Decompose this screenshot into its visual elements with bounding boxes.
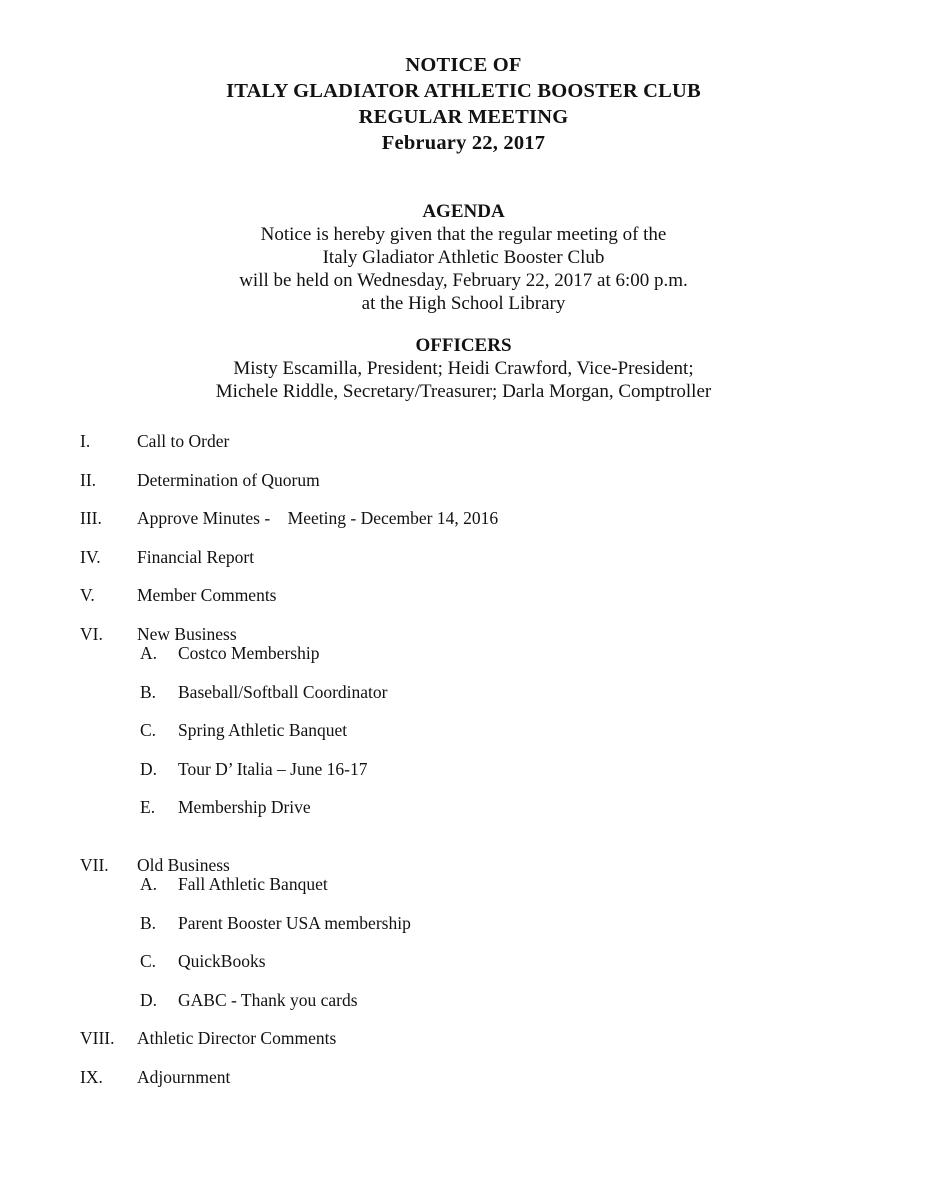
item-numeral: II.	[80, 469, 97, 490]
subitem-letter: B.	[140, 912, 157, 933]
subitem-letter: C.	[140, 720, 157, 740]
subitem-letter: D.	[140, 989, 158, 1010]
subitem-label: Tour D’ Italia – June 16-17	[178, 758, 368, 779]
agenda-intro-line-1: Notice is hereby given that the regular meeting of the	[260, 224, 667, 245]
item-numeral: VIII.	[80, 1028, 115, 1048]
item-numeral: VII.	[80, 854, 109, 875]
officers-block	[0, 334, 927, 403]
agenda-item-quorum	[80, 471, 867, 491]
notice-of-line: NOTICE OF	[405, 54, 522, 76]
club-name-line: ITALY GLADIATOR ATHLETIC BOOSTER CLUB	[226, 80, 701, 102]
item-label: Athletic Director Comments	[137, 1028, 337, 1048]
agenda-item-old-business	[80, 856, 867, 1011]
document-title-block	[0, 0, 927, 156]
subitem-letter: E.	[140, 797, 156, 817]
officers-line-1: Misty Escamilla, President; Heidi Crawford, Vice-President;	[233, 358, 694, 379]
agenda-subitem-gabc-thank-you	[140, 991, 867, 1011]
item-numeral: V.	[80, 585, 95, 605]
item-numeral: IV.	[80, 546, 101, 567]
subitem-label: Fall Athletic Banquet	[178, 874, 328, 894]
agenda-item-new-business	[80, 625, 867, 818]
subitem-label: Costco Membership	[178, 643, 320, 663]
item-label: New Business	[137, 623, 237, 644]
officers-heading: OFFICERS	[415, 335, 512, 356]
item-label: Member Comments	[137, 585, 277, 605]
agenda-subitem-spring-banquet	[140, 721, 867, 741]
agenda-subitem-parent-booster-usa	[140, 914, 867, 934]
item-numeral: III.	[80, 508, 102, 528]
item-label: Approve Minutes - Meeting - December 14, 2016	[137, 508, 499, 528]
agenda-subitem-fall-banquet	[140, 875, 867, 895]
subitem-label: Parent Booster USA membership	[178, 912, 411, 933]
agenda-subitem-costco	[140, 644, 867, 664]
agenda-items-list	[0, 432, 927, 1087]
agenda-intro-line-4: at the High School Library	[361, 293, 566, 314]
subitem-letter: B.	[140, 681, 157, 702]
subitem-label: GABC - Thank you cards	[178, 989, 358, 1010]
agenda-item-athletic-director-comments	[80, 1029, 867, 1049]
meeting-type-line: REGULAR MEETING	[358, 106, 569, 128]
subitem-letter: C.	[140, 951, 157, 971]
item-label: Financial Report	[137, 546, 255, 567]
item-label: Call to Order	[137, 431, 230, 451]
agenda-subitem-tour-d-italia	[140, 760, 867, 780]
subitem-label: Spring Athletic Banquet	[178, 720, 348, 740]
item-label: Old Business	[137, 854, 230, 875]
agenda-heading: AGENDA	[422, 201, 505, 222]
subitem-label: Membership Drive	[178, 797, 311, 817]
subitem-letter: A.	[140, 643, 158, 663]
agenda-intro-block	[0, 200, 927, 315]
agenda-item-member-comments	[80, 586, 867, 606]
agenda-intro-line-3: will be held on Wednesday, February 22, 2017 at 6:00 p.m.	[239, 270, 688, 291]
item-label: Determination of Quorum	[137, 469, 320, 490]
subitem-letter: A.	[140, 874, 158, 894]
meeting-date-line: February 22, 2017	[381, 132, 546, 154]
subitem-label: QuickBooks	[178, 951, 266, 971]
item-numeral: IX.	[80, 1066, 103, 1087]
agenda-intro-line-2: Italy Gladiator Athletic Booster Club	[322, 247, 605, 268]
subitem-letter: D.	[140, 758, 158, 779]
agenda-subitem-baseball-softball	[140, 683, 867, 703]
agenda-item-financial-report	[80, 548, 867, 568]
item-label: Adjournment	[137, 1066, 231, 1087]
officers-line-2: Michele Riddle, Secretary/Treasurer; Darla Morgan, Comptroller	[215, 381, 712, 402]
agenda-item-adjournment	[80, 1068, 867, 1088]
agenda-subitem-quickbooks	[140, 952, 867, 972]
item-numeral: I.	[80, 431, 91, 451]
agenda-item-call-to-order	[80, 432, 867, 452]
agenda-subitem-membership-drive	[140, 798, 867, 818]
item-numeral: VI.	[80, 623, 103, 644]
agenda-item-approve-minutes	[80, 509, 867, 529]
subitem-label: Baseball/Softball Coordinator	[178, 681, 388, 702]
